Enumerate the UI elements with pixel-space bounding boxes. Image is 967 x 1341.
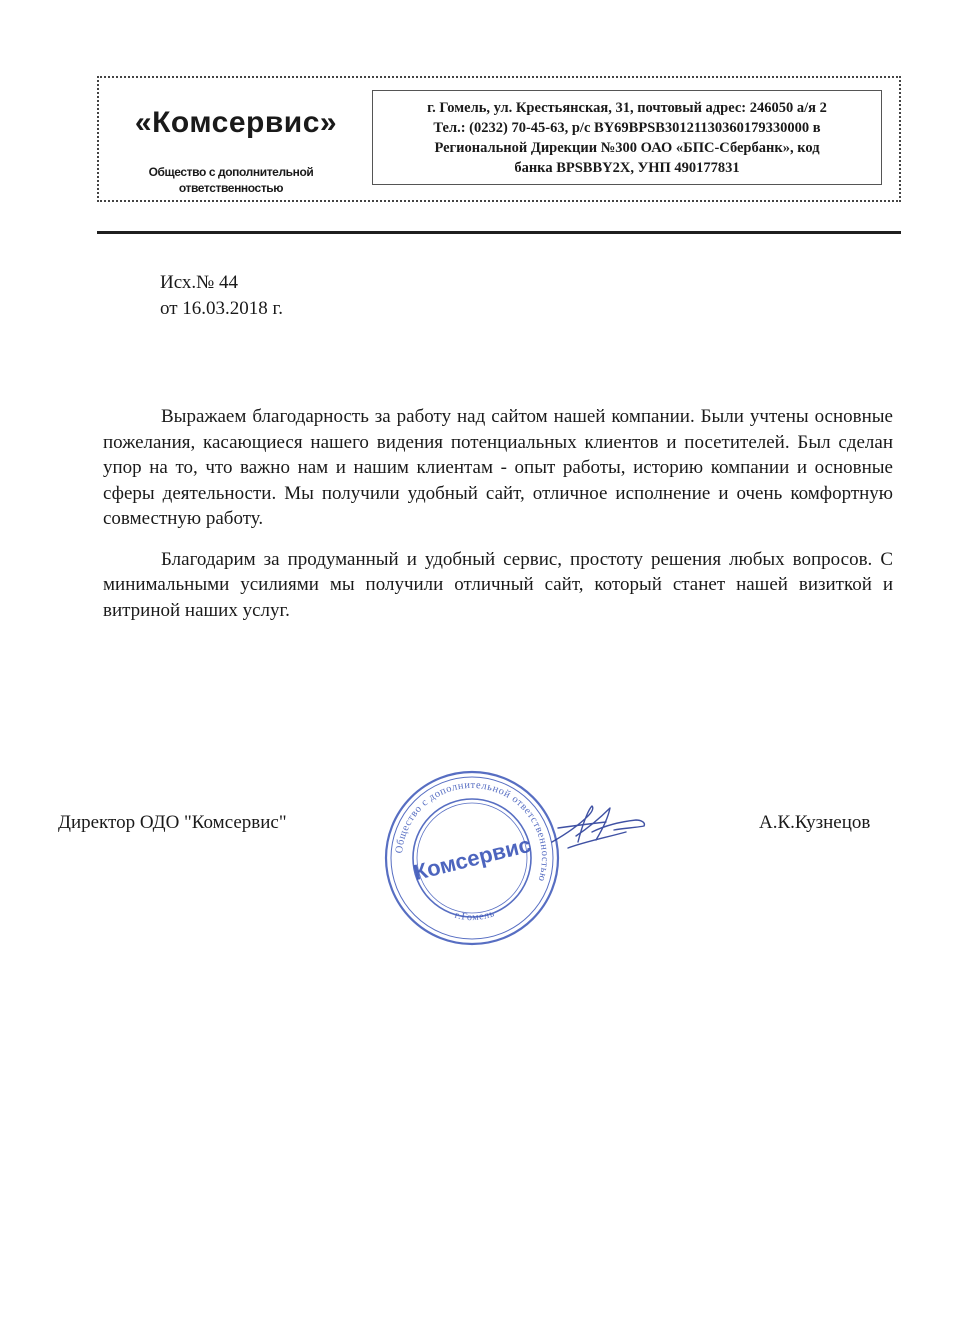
contact-details <box>372 90 882 185</box>
body-paragraph: Благодарим за продуманный и удобный сервис, простоту решения любых вопросов. С минимальными усилиями мы получили отличный сайт, который станет нашей визиткой и витриной наших услуг. <box>103 548 893 621</box>
reference-number: Исх.№ 44 <box>160 272 239 293</box>
svg-text:г.Гомель <box>454 908 497 923</box>
contact-address: г. Гомель, ул. Крестьянская, 31, почтовый адрес: 246050 а/я 2 <box>427 100 827 116</box>
company-legal-form <box>121 164 341 196</box>
company-legal-form-line2: ответственностью <box>178 181 284 195</box>
signatory-title: Директор ОДО "Комсервис" <box>58 812 287 833</box>
outgoing-reference <box>160 270 283 322</box>
company-stamp <box>384 770 560 946</box>
stamp-ring-text: Общество с дополнительной ответственностью <box>394 779 551 883</box>
letterhead <box>97 76 901 202</box>
handwritten-signature <box>548 798 650 860</box>
contact-bank: Региональной Дирекции №300 ОАО «БПС-Сбербанк», код <box>434 140 820 156</box>
company-legal-form-line1: Общество с дополнительной <box>148 165 314 179</box>
signatory-name: А.К.Кузнецов <box>759 812 871 833</box>
stamp-city-text: г.Гомель <box>453 908 497 924</box>
reference-date: от 16.03.2018 г. <box>160 298 283 319</box>
company-name: «Комсервис» <box>134 106 338 139</box>
contact-phone-account: Тел.: (0232) 70-45-63, р/с BY69BPSB30121130360179330000 в <box>433 120 821 136</box>
letter-body <box>103 404 893 638</box>
body-paragraph: Выражаем благодарность за работу над сайтом нашей компании. Были учтены основные пожелания, касающиеся нашего видения потенциальных клиентов и посетителей. Был сделан упор на то, что важно нам и нашим клиентам - опыт работы, историю компании и основные сферы деятельности. Мы получили удобный сайт, отличное исполнение и очень комфортную совместную работу. <box>103 406 893 529</box>
stamp-center-text: Комсервис <box>410 831 534 886</box>
header-divider <box>97 231 901 234</box>
contact-bank-code: банка BPSBBY2X, УНП 490177831 <box>514 160 740 176</box>
